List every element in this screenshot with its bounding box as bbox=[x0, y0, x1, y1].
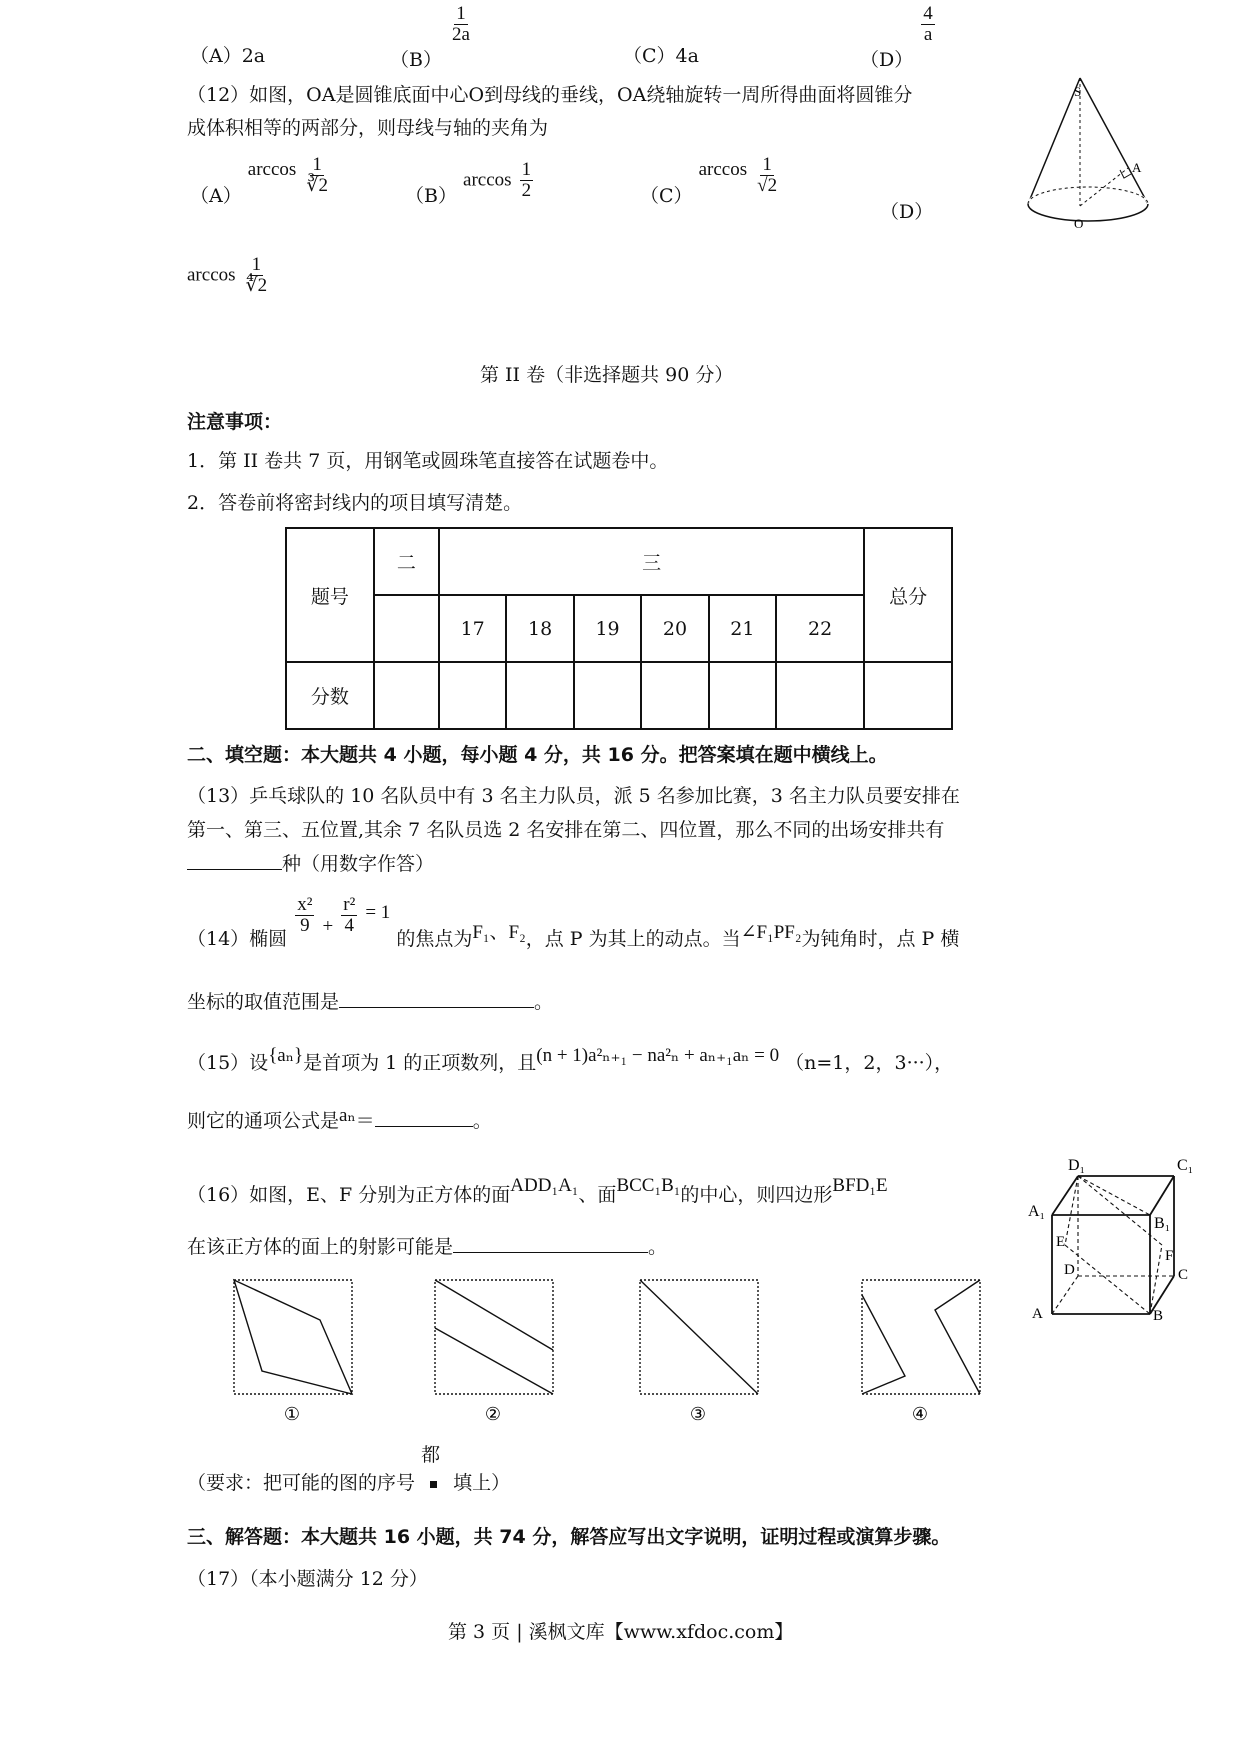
q12-option-b bbox=[405, 159, 535, 208]
page-footer: 第 3 页 | 溪枫文库【www.xfdoc.com】 bbox=[448, 1621, 794, 1643]
q12-option-c-fraction bbox=[755, 155, 779, 196]
score-table-col: 21 bbox=[709, 595, 776, 662]
cube-label-c: C bbox=[1178, 1267, 1189, 1283]
projection-option-2-label: ② bbox=[484, 1404, 502, 1424]
q16-quad: BFD₁E bbox=[832, 1175, 888, 1196]
q14-line2 bbox=[187, 987, 553, 1014]
q16-mid: 的中心，则四边形 bbox=[680, 1184, 833, 1206]
q12-option-c-arccos: arccos bbox=[698, 159, 748, 181]
projection-option-4-label: ④ bbox=[911, 1404, 929, 1424]
q16-end: 。 bbox=[648, 1236, 668, 1258]
projection-option-2[interactable] bbox=[433, 1278, 557, 1424]
score-table-col: 18 bbox=[506, 595, 573, 662]
q12-option-b-fraction bbox=[520, 160, 534, 201]
q11-b-denominator: 2a bbox=[452, 23, 470, 45]
q15-equals: ＝ bbox=[355, 1110, 375, 1132]
q14-tail: 为钝角时，点 P 横 bbox=[801, 928, 960, 951]
projection-option-3-label: ③ bbox=[689, 1404, 707, 1424]
cone-label-s: S bbox=[1074, 84, 1082, 99]
q12-c-denominator: √2 bbox=[757, 174, 778, 196]
projection-option-1[interactable] bbox=[232, 1278, 356, 1424]
q16-requirement-prefix: （要求：把可能的图的序号 bbox=[187, 1472, 416, 1494]
q14-fraction-y-den: 4 bbox=[344, 914, 355, 936]
q14-fraction-y bbox=[341, 895, 357, 936]
q15-end: 。 bbox=[472, 1110, 492, 1132]
q12-a-numerator: 1 bbox=[312, 154, 322, 175]
q12-d-numerator: 1 bbox=[251, 254, 262, 275]
cube-label-b: B bbox=[1153, 1308, 1164, 1320]
q12-option-b-arccos: arccos bbox=[463, 169, 512, 191]
cube-label-e: E bbox=[1056, 1234, 1066, 1250]
q15-line1 bbox=[187, 1040, 954, 1074]
q13-line3-tail: 种（用数字作答） bbox=[282, 853, 435, 875]
cube-label-c1: C₁ bbox=[1177, 1157, 1194, 1174]
part2-title: 第 II 卷（非选择题共 90 分） bbox=[480, 364, 734, 386]
q16-face1: ADD₁A₁ bbox=[510, 1175, 579, 1196]
q15-mid: 是首项为 1 的正项数列，且 bbox=[303, 1052, 537, 1074]
notes-item-1: 1．第 II 卷共 7 页，用钢笔或圆珠笔直接答在试题卷中。 bbox=[187, 450, 669, 472]
q12-line1: （12）如图，OA是圆锥底面中心O到母线的垂线，OA绕轴旋转一周所得曲面将圆锥分 bbox=[187, 84, 913, 106]
q11-option-b bbox=[390, 3, 474, 72]
score-table-col: 19 bbox=[574, 595, 641, 662]
q12-option-d-fraction bbox=[244, 255, 270, 296]
q11-d-numerator: 4 bbox=[923, 3, 933, 24]
q16-sep: 、面 bbox=[578, 1184, 617, 1206]
score-cell-18[interactable] bbox=[506, 662, 573, 729]
score-cell-19[interactable] bbox=[574, 662, 641, 729]
score-cell-17[interactable] bbox=[439, 662, 506, 729]
cube-figure bbox=[1022, 1148, 1208, 1320]
score-cell-22[interactable] bbox=[776, 662, 864, 729]
score-table-col: 20 bbox=[641, 595, 708, 662]
q11-option-d-fraction bbox=[921, 4, 935, 45]
projection-option-3[interactable] bbox=[638, 1278, 762, 1424]
score-cell-20[interactable] bbox=[641, 662, 708, 729]
q15-line2 bbox=[187, 1106, 492, 1133]
q12-option-d bbox=[187, 255, 271, 296]
score-cell-total[interactable] bbox=[864, 662, 952, 729]
cube-edge-b1c1 bbox=[1150, 1176, 1174, 1215]
score-table-header-total: 总分 bbox=[864, 528, 952, 662]
score-cell-21[interactable] bbox=[709, 662, 776, 729]
score-table-col: 17 bbox=[439, 595, 506, 662]
q11-option-c: （C）4a bbox=[623, 45, 699, 67]
q13-answer-blank[interactable] bbox=[187, 851, 282, 870]
q15-prefix: （15）设 bbox=[187, 1052, 269, 1074]
score-table-col: 22 bbox=[776, 595, 864, 662]
cube-label-f: F bbox=[1165, 1248, 1174, 1264]
q14-foci: F₁、F₂ bbox=[472, 922, 526, 944]
q12-option-c bbox=[640, 154, 781, 208]
q16-requirement-mark-wrap bbox=[421, 1444, 447, 1494]
q16-requirement bbox=[187, 1444, 511, 1495]
q14-answer-blank[interactable] bbox=[339, 989, 534, 1008]
q12-b-denominator: 2 bbox=[521, 179, 532, 201]
q11-option-b-label: （B） bbox=[390, 49, 442, 72]
notes-item-2: 2．答卷前将密封线内的项目填写清楚。 bbox=[187, 492, 523, 514]
score-cell-two[interactable] bbox=[374, 662, 439, 729]
score-table-cell-blank bbox=[374, 595, 439, 662]
q11-option-d-label: （D） bbox=[860, 49, 914, 72]
q13-line1: （13）乒乓球队的 10 名队员中有 3 名主力队员，派 5 名参加比赛，3 名主力队员要安排在 bbox=[187, 785, 960, 807]
cube-label-b1: B₁ bbox=[1154, 1215, 1171, 1232]
q16-requirement-suffix: 填上） bbox=[453, 1472, 511, 1494]
q16-requirement-mark: 都 bbox=[421, 1444, 441, 1466]
q12-option-d-arccos: arccos bbox=[187, 264, 236, 286]
q15-sequence: {aₙ} bbox=[268, 1045, 304, 1066]
score-table-header-two: 二 bbox=[374, 528, 439, 595]
q14-fraction-y-num: r² bbox=[343, 894, 356, 915]
section2-heading: 二、填空题：本大题共 4 小题，每小题 4 分，共 16 分。把答案填在题中横线上。 bbox=[187, 744, 888, 766]
cone-slant-right bbox=[1080, 78, 1148, 204]
q14-mid: 的焦点为 bbox=[396, 928, 473, 951]
q14-line1 bbox=[187, 894, 960, 951]
q16-answer-blank[interactable] bbox=[453, 1234, 648, 1253]
q12-c-numerator: 1 bbox=[762, 154, 772, 175]
q11-option-d bbox=[860, 3, 937, 72]
cube-label-d1: D₁ bbox=[1068, 1157, 1086, 1174]
q16-line2 bbox=[187, 1232, 667, 1259]
q14-mid2: ，点 P 为其上的动点。当 bbox=[525, 928, 741, 951]
cone-slant-left bbox=[1028, 78, 1080, 204]
q15-an: aₙ bbox=[339, 1105, 356, 1126]
q15-line2-text: 则它的通项公式是 bbox=[187, 1110, 340, 1132]
cube-hidden-ad bbox=[1052, 1276, 1078, 1314]
q13-line3 bbox=[187, 849, 434, 876]
q12-option-a bbox=[190, 154, 332, 208]
q14-plus: + bbox=[322, 916, 334, 938]
q14-end: 。 bbox=[534, 991, 554, 1013]
cone-label-o: O bbox=[1074, 216, 1084, 231]
cube-label-a1: A₁ bbox=[1028, 1203, 1046, 1220]
section3-heading: 三、解答题：本大题共 16 小题，共 74 分，解答应写出文字说明，证明过程或演算步骤。 bbox=[187, 1526, 951, 1548]
projection-option-1-label: ① bbox=[283, 1404, 301, 1424]
cube-label-a: A bbox=[1032, 1306, 1043, 1320]
q12-line2: 成体积相等的两部分，则母线与轴的夹角为 bbox=[187, 117, 549, 139]
q11-b-numerator: 1 bbox=[456, 3, 466, 24]
score-table-header-number: 题号 bbox=[286, 528, 374, 662]
q12-option-c-label: （C） bbox=[640, 185, 693, 208]
cube-label-d: D bbox=[1064, 1262, 1075, 1278]
q11-option-a: （A）2a bbox=[190, 45, 266, 67]
q12-a-denominator: ∛2 bbox=[306, 174, 328, 196]
q14-equals-one: = 1 bbox=[365, 902, 391, 924]
q15-tail: （n=1，2，3···）， bbox=[785, 1052, 954, 1074]
right-angle-mark bbox=[1120, 170, 1131, 178]
notes-heading: 注意事项： bbox=[187, 411, 283, 433]
projection-option-4[interactable] bbox=[860, 1278, 984, 1424]
score-table-row-label: 分数 bbox=[286, 662, 374, 729]
cube-hidden-d1b1 bbox=[1078, 1176, 1150, 1215]
q14-fraction-x-num: x² bbox=[297, 894, 313, 915]
q16-prefix: （16）如图，E、F 分别为正方体的面 bbox=[187, 1184, 511, 1206]
q12-option-b-label: （B） bbox=[405, 185, 457, 208]
cube-hidden-d1f bbox=[1078, 1176, 1162, 1245]
q16-line1 bbox=[187, 1170, 888, 1206]
q14-fraction-x-den: 9 bbox=[300, 914, 310, 936]
q15-answer-blank[interactable] bbox=[375, 1108, 473, 1127]
q13-line2: 第一、第三、五位置,其余 7 名队员选 2 名安排在第二、四位置，那么不同的出场安排共有 bbox=[187, 819, 945, 841]
q14-angle: ∠F₁PF₂ bbox=[740, 922, 802, 944]
cube-hidden-eb bbox=[1065, 1245, 1150, 1314]
q12-option-d-label: （D） bbox=[880, 201, 934, 223]
q11-d-denominator: a bbox=[923, 23, 933, 45]
q12-b-numerator: 1 bbox=[521, 159, 532, 180]
q14-prefix: （14）椭圆 bbox=[187, 928, 288, 951]
q12-d-denominator: ∜2 bbox=[245, 274, 268, 296]
q14-fraction-x bbox=[295, 895, 314, 936]
square-bullet-icon bbox=[430, 1481, 437, 1488]
cone-figure bbox=[1020, 72, 1160, 242]
score-table-header-three: 三 bbox=[439, 528, 864, 595]
q17-title: （17）（本小题满分 12 分） bbox=[187, 1568, 428, 1590]
q12-option-a-label: （A） bbox=[190, 185, 242, 208]
q16-line2-text: 在该正方体的面上的射影可能是 bbox=[187, 1236, 454, 1258]
q15-equation: (n + 1)a²ₙ₊₁ − na²ₙ + aₙ₊₁aₙ = 0 bbox=[536, 1045, 780, 1066]
q11-option-b-fraction bbox=[450, 4, 472, 45]
q12-option-a-fraction bbox=[304, 155, 330, 196]
cone-label-a: A bbox=[1132, 160, 1142, 175]
q12-option-a-arccos: arccos bbox=[247, 159, 297, 181]
q16-face2: BCC₁B₁ bbox=[616, 1175, 681, 1196]
score-table bbox=[285, 527, 953, 730]
q14-line2-text: 坐标的取值范围是 bbox=[187, 991, 340, 1013]
cube-edge-a1d1 bbox=[1052, 1176, 1078, 1215]
